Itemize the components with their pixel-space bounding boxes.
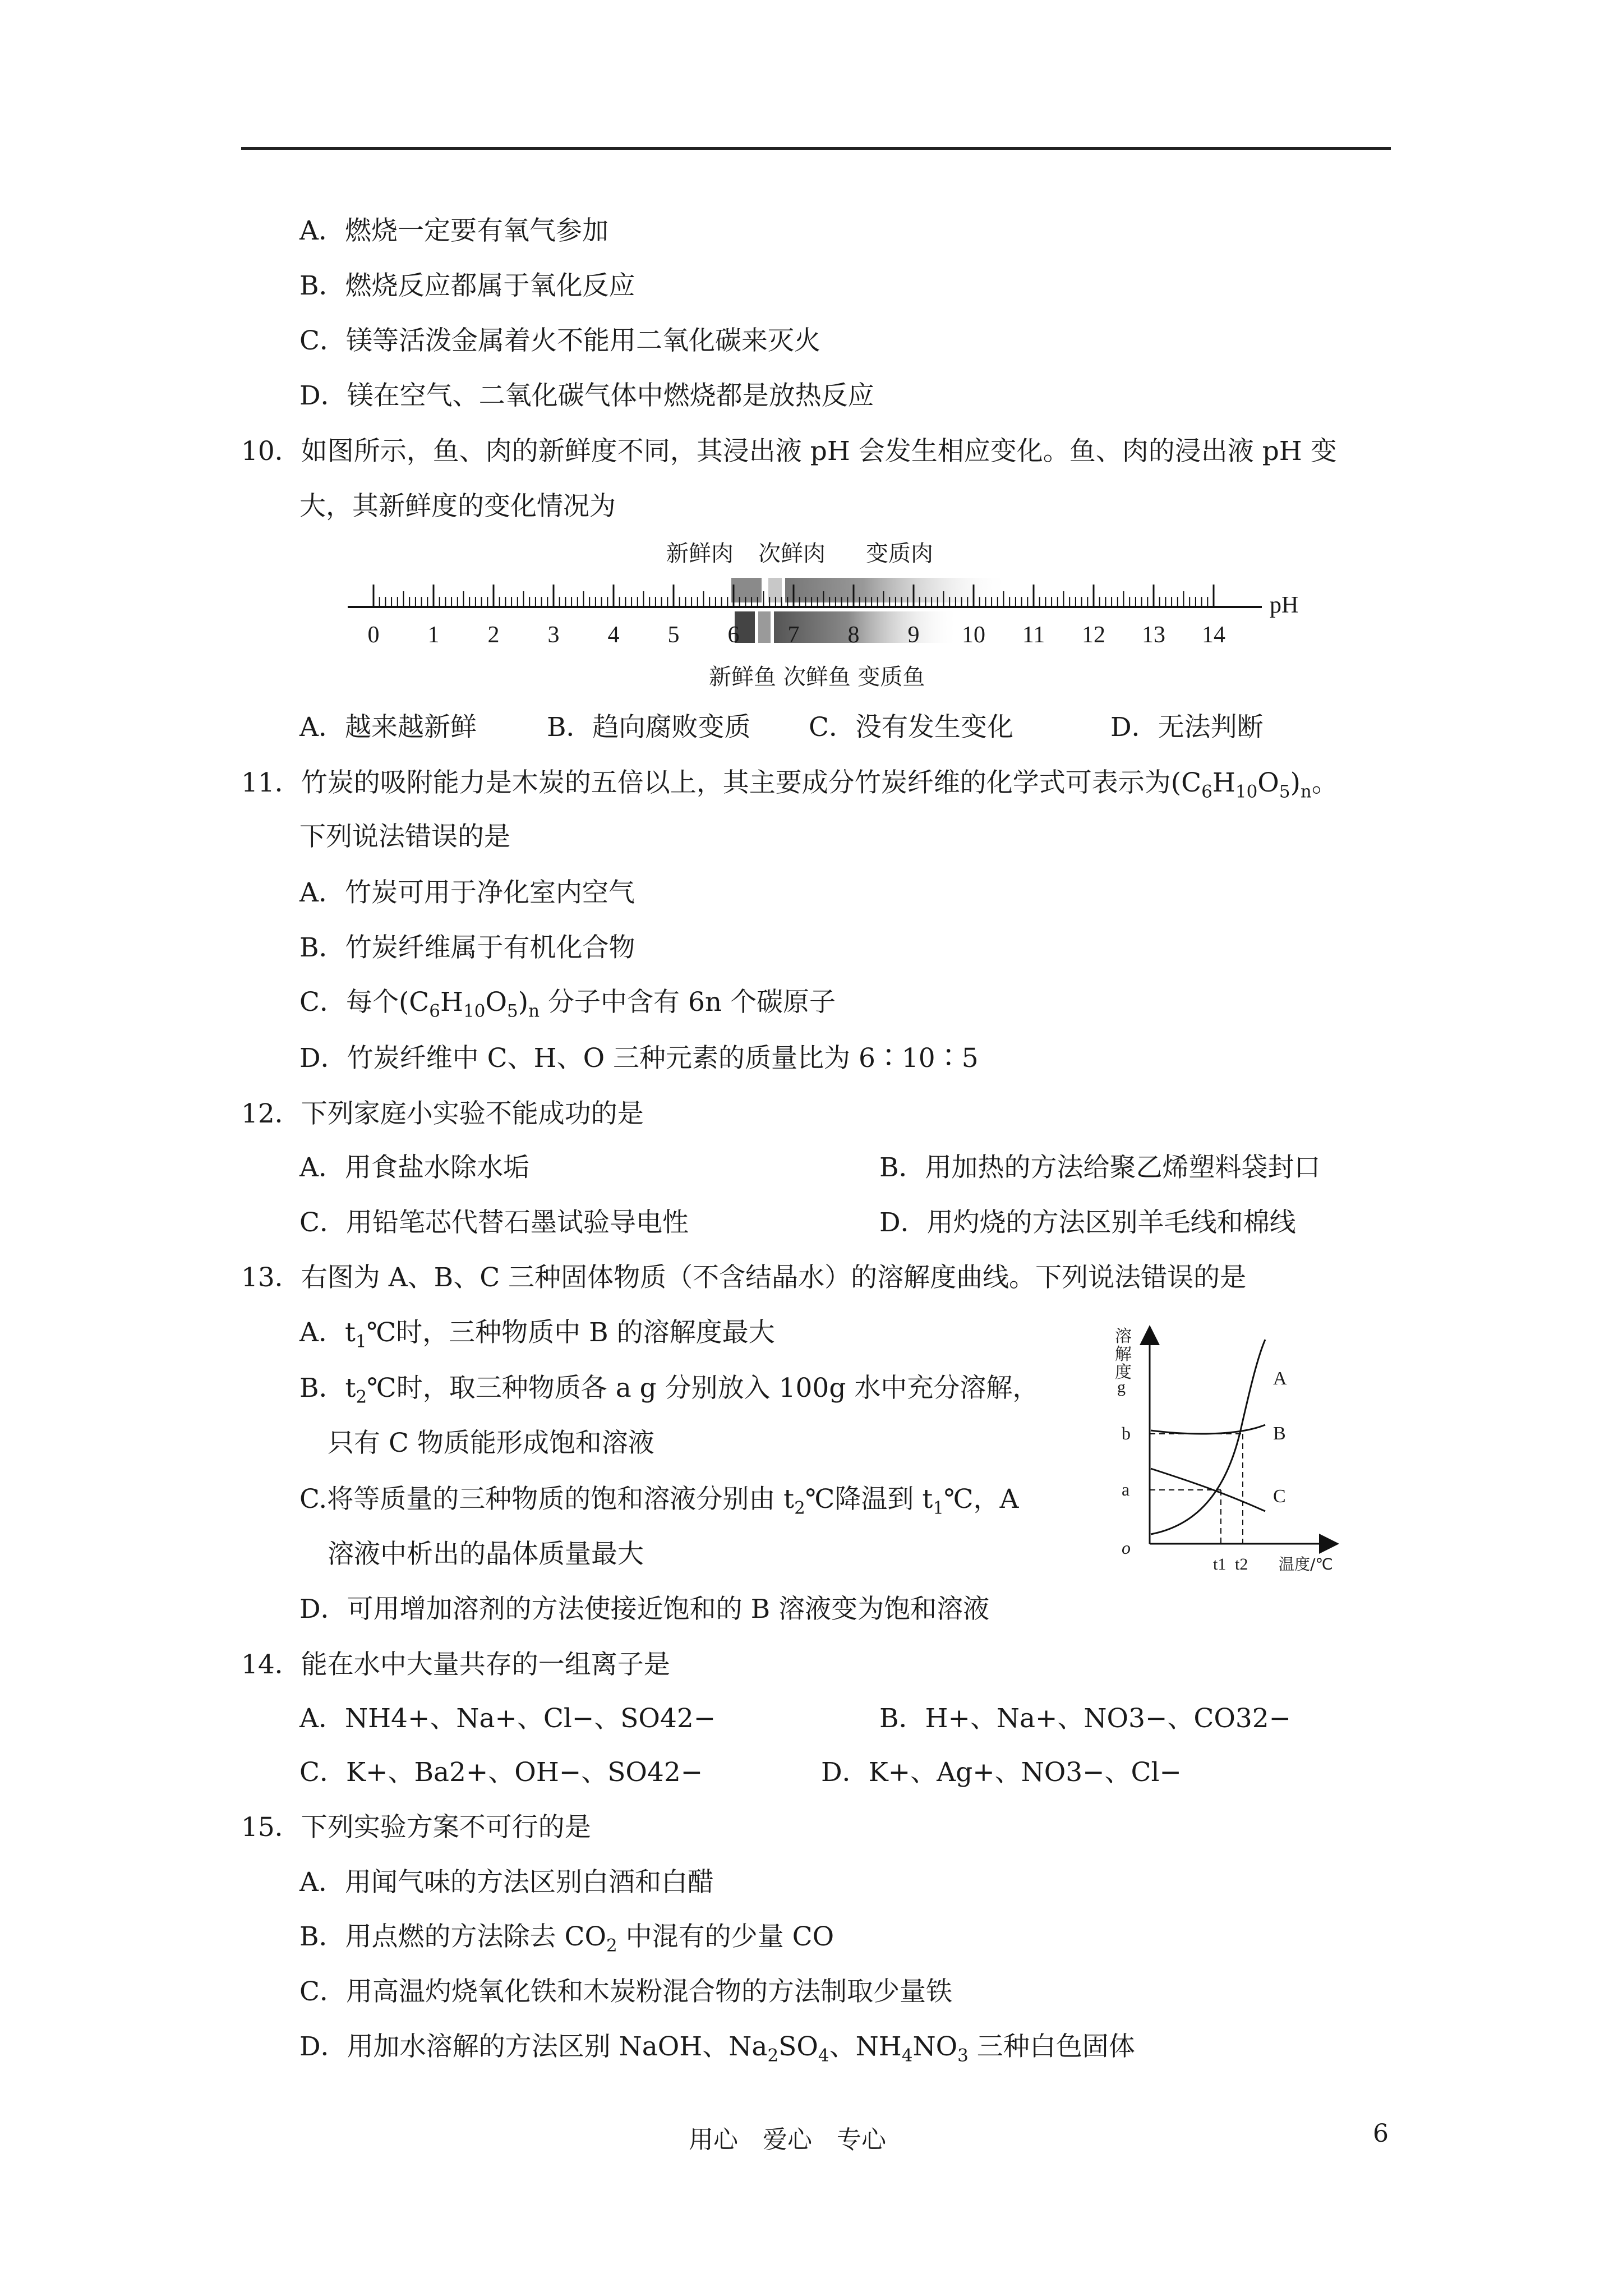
q10-option-b[interactable]: B．趋向腐败变质: [547, 712, 751, 743]
y-label-char-3: 度: [1115, 1363, 1132, 1382]
ph-tick-labels: [368, 622, 1226, 648]
q14-option-d[interactable]: D．K+、Ag+、NO3−、Cl−: [821, 1757, 1182, 1788]
q10-option-a[interactable]: A．越来越新鲜: [299, 712, 477, 743]
q13-option-b[interactable]: B．$t_2℃$时，取三种物质各 a g 分别放入 100g 水中充分溶解，: [299, 1373, 1039, 1407]
q10-stem-line2: 大，其新鲜度的变化情况为: [299, 491, 616, 522]
q12-option-d[interactable]: D．用灼烧的方法区别羊毛线和棉线: [879, 1207, 1296, 1238]
page-number: 6: [1373, 2119, 1389, 2148]
q9-option-a[interactable]: A．燃烧一定要有氧气参加: [299, 215, 608, 246]
q9-option-d[interactable]: D．镁在空气、二氧化碳气体中燃烧都是放热反应: [299, 380, 874, 411]
ph-tick-label: 4: [607, 622, 620, 648]
y-label-unit: g: [1117, 1378, 1126, 1396]
q15-option-a[interactable]: A．用闻气味的方法区别白酒和白醋: [299, 1867, 714, 1898]
q11-option-b[interactable]: B．竹炭纤维属于有机化合物: [299, 932, 635, 963]
q10-option-c[interactable]: C．没有发生变化: [809, 712, 1013, 743]
q11-stem-line1: 11．竹炭的吸附能力是木炭的五倍以上，其主要成分竹炭纤维的化学式可表示为$(C_6H_{10}O_5)_n$。: [241, 767, 1338, 802]
q12-option-b[interactable]: B．用加热的方法给聚乙烯塑料袋封口: [879, 1152, 1321, 1183]
q11-stem-line2: 下列说法错误的是: [299, 821, 510, 852]
curve-b: [1151, 1425, 1265, 1434]
solubility-curve-chart: [1110, 1324, 1380, 1593]
curve-a: [1151, 1340, 1265, 1534]
curve-label-b: B: [1273, 1423, 1286, 1444]
meat-label-spoiled: 变质肉: [866, 541, 933, 567]
meat-band-spoiled: [785, 578, 1009, 602]
q13-option-a[interactable]: A．$t_1℃$时，三种物质中 B 的溶解度最大: [299, 1317, 775, 1352]
ph-tick-label: 1: [427, 622, 440, 648]
origin-label: o: [1122, 1538, 1131, 1558]
footer-motto: 用心 爱心 专心: [689, 2125, 886, 2154]
q13-option-b-line2: 只有 C 物质能形成饱和溶液: [328, 1428, 654, 1458]
ph-tick-label: 12: [1082, 622, 1105, 648]
ph-tick-label: 0: [367, 622, 380, 648]
ph-tick-label: 2: [487, 622, 500, 648]
ph-tick-label: 10: [962, 622, 985, 648]
ph-scale-figure: [336, 539, 1318, 707]
q12-option-a[interactable]: A．用食盐水除水垢: [299, 1152, 529, 1183]
meat-label-fresh: 新鲜肉: [666, 541, 734, 567]
curve-label-a: A: [1273, 1368, 1287, 1389]
q13-option-c[interactable]: C.将等质量的三种物质的饱和溶液分别由 $t_2℃$降温到 $t_1℃$，A: [299, 1484, 1019, 1519]
y-label-char-2: 解: [1115, 1345, 1132, 1364]
y-label-char-1: 溶: [1115, 1327, 1132, 1346]
ph-tick-label: 13: [1142, 622, 1165, 648]
y-tick-a: a: [1122, 1479, 1130, 1499]
q11-option-c[interactable]: C．每个$(C_6H_{10}O_5)_n$ 分子中含有 6n 个碳原子: [299, 987, 836, 1022]
header-rule: [241, 147, 1391, 150]
q13-stem: 13．右图为 A、B、C 三种固体物质（不含结晶水）的溶解度曲线。下列说法错误的是: [241, 1262, 1247, 1293]
q9-option-b[interactable]: B．燃烧反应都属于氧化反应: [299, 270, 635, 301]
ph-axis-unit: pH: [1270, 592, 1299, 618]
q13-option-c-line2: 溶液中析出的晶体质量最大: [328, 1539, 644, 1570]
q12-stem: 12．下列家庭小实验不能成功的是: [241, 1098, 644, 1129]
ph-tick-marks: [374, 585, 1214, 607]
ph-tick-label: 3: [547, 622, 560, 648]
q15-option-b[interactable]: B．用点燃的方法除去 $CO_2$ 中混有的少量 CO: [299, 1921, 834, 1956]
q14-option-a[interactable]: A．NH4+、Na+、Cl−、SO42−: [299, 1703, 716, 1734]
q10-option-d[interactable]: D．无法判断: [1110, 712, 1264, 743]
q15-option-c[interactable]: C．用高温灼烧氧化铁和木炭粉混合物的方法制取少量铁: [299, 1976, 952, 2007]
ph-tick-label: 14: [1202, 622, 1225, 648]
y-tick-b: b: [1122, 1423, 1131, 1443]
q11-option-d[interactable]: D．竹炭纤维中 C、H、O 三种元素的质量比为 6∶10∶5: [299, 1043, 979, 1074]
fish-band-semi-fresh: [758, 611, 771, 643]
meat-label-semi-fresh: 次鲜肉: [758, 541, 826, 567]
ph-tick-label: 8: [847, 622, 860, 648]
q15-stem: 15．下列实验方案不可行的是: [241, 1812, 591, 1843]
q12-option-c[interactable]: C．用铅笔芯代替石墨试验导电性: [299, 1207, 689, 1238]
curve-label-c: C: [1273, 1486, 1286, 1507]
x-tick-t1: t1: [1213, 1555, 1227, 1573]
ph-tick-label: 9: [907, 622, 920, 648]
x-axis-label: 温度/℃: [1279, 1555, 1333, 1573]
q15-option-d[interactable]: D．用加水溶解的方法区别 NaOH、$Na_2SO_4$、$NH_4NO_3$ 三种白色固体: [299, 2031, 1135, 2066]
x-tick-t2: t2: [1235, 1555, 1248, 1573]
ph-tick-label: 6: [727, 622, 740, 648]
q14-stem: 14．能在水中大量共存的一组离子是: [241, 1649, 670, 1680]
q14-option-c[interactable]: C．K+、Ba2+、OH−、SO42−: [299, 1757, 703, 1788]
q10-stem-line1: 10．如图所示，鱼、肉的新鲜度不同，其浸出液 pH 会发生相应变化。鱼、肉的浸出液 pH 变: [241, 436, 1337, 467]
fish-labels: 新鲜鱼 次鲜鱼 变质鱼: [709, 664, 925, 690]
ph-tick-label: 11: [1022, 622, 1045, 648]
q11-option-a[interactable]: A．竹炭可用于净化室内空气: [299, 877, 635, 908]
fish-band-spoiled: [774, 611, 959, 643]
ph-tick-label: 5: [667, 622, 680, 648]
q9-option-c[interactable]: C．镁等活泼金属着火不能用二氧化碳来灭火: [299, 325, 820, 356]
ph-tick-label: 7: [787, 622, 800, 648]
q13-option-d[interactable]: D．可用增加溶剂的方法使接近饱和的 B 溶液变为饱和溶液: [299, 1594, 990, 1625]
q14-option-b[interactable]: B．H+、Na+、NO3−、CO32−: [879, 1703, 1292, 1734]
